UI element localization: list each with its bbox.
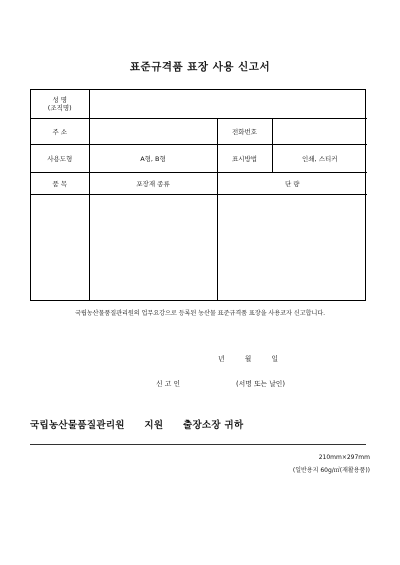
display-method-value[interactable]: 인쇄, 스티커 xyxy=(272,144,367,172)
report-form-table xyxy=(30,89,366,301)
paper-size: 210mm×297mm xyxy=(318,454,370,461)
usage-type-label: 사용도형 xyxy=(31,144,89,172)
declaration-statement: 국립농산물품질관리원의 업무요강으로 등록된 농산물 표준규격품 표장을 사용코자 신고합니다. xyxy=(74,310,326,317)
phone-field[interactable] xyxy=(272,118,367,144)
name-field[interactable] xyxy=(89,90,367,118)
signature-note[interactable]: (서명 또는 날인) xyxy=(236,380,286,388)
unit-amount-label: 단 량 xyxy=(217,172,367,194)
name-label-sub: (조직명) xyxy=(47,103,72,112)
display-method-label: 표시방법 xyxy=(217,144,272,172)
address-field[interactable] xyxy=(89,118,217,144)
day-label: 일 xyxy=(271,355,279,363)
form-title: 표준규격품 표장 사용 신고서 xyxy=(129,61,271,73)
addressee-branch: 지원 xyxy=(144,420,164,431)
month-label: 월 xyxy=(244,355,252,363)
addressee-office: 출장소장 귀하 xyxy=(182,420,244,431)
paper-spec: (일반용지 60g/㎡(재활용품)) xyxy=(292,467,370,474)
name-label xyxy=(31,90,89,118)
unit-amount-field[interactable] xyxy=(217,194,367,300)
phone-label: 전화번호 xyxy=(217,118,272,144)
package-type-label: 포장재 종류 xyxy=(89,172,217,194)
name-label-main: 성 명 xyxy=(52,95,68,104)
reporter-label: 신 고 인 xyxy=(156,380,181,388)
addressee xyxy=(30,417,259,431)
footer-divider xyxy=(30,444,366,445)
item-label: 품 목 xyxy=(31,172,89,194)
date-line xyxy=(218,353,296,363)
item-field[interactable] xyxy=(31,194,89,300)
address-label: 주 소 xyxy=(31,118,89,144)
year-label: 년 xyxy=(218,355,225,363)
usage-type-value[interactable]: A형, B형 xyxy=(89,144,217,172)
addressee-org: 국립농산물품질관리원 xyxy=(30,420,125,431)
package-type-field[interactable] xyxy=(89,194,217,300)
